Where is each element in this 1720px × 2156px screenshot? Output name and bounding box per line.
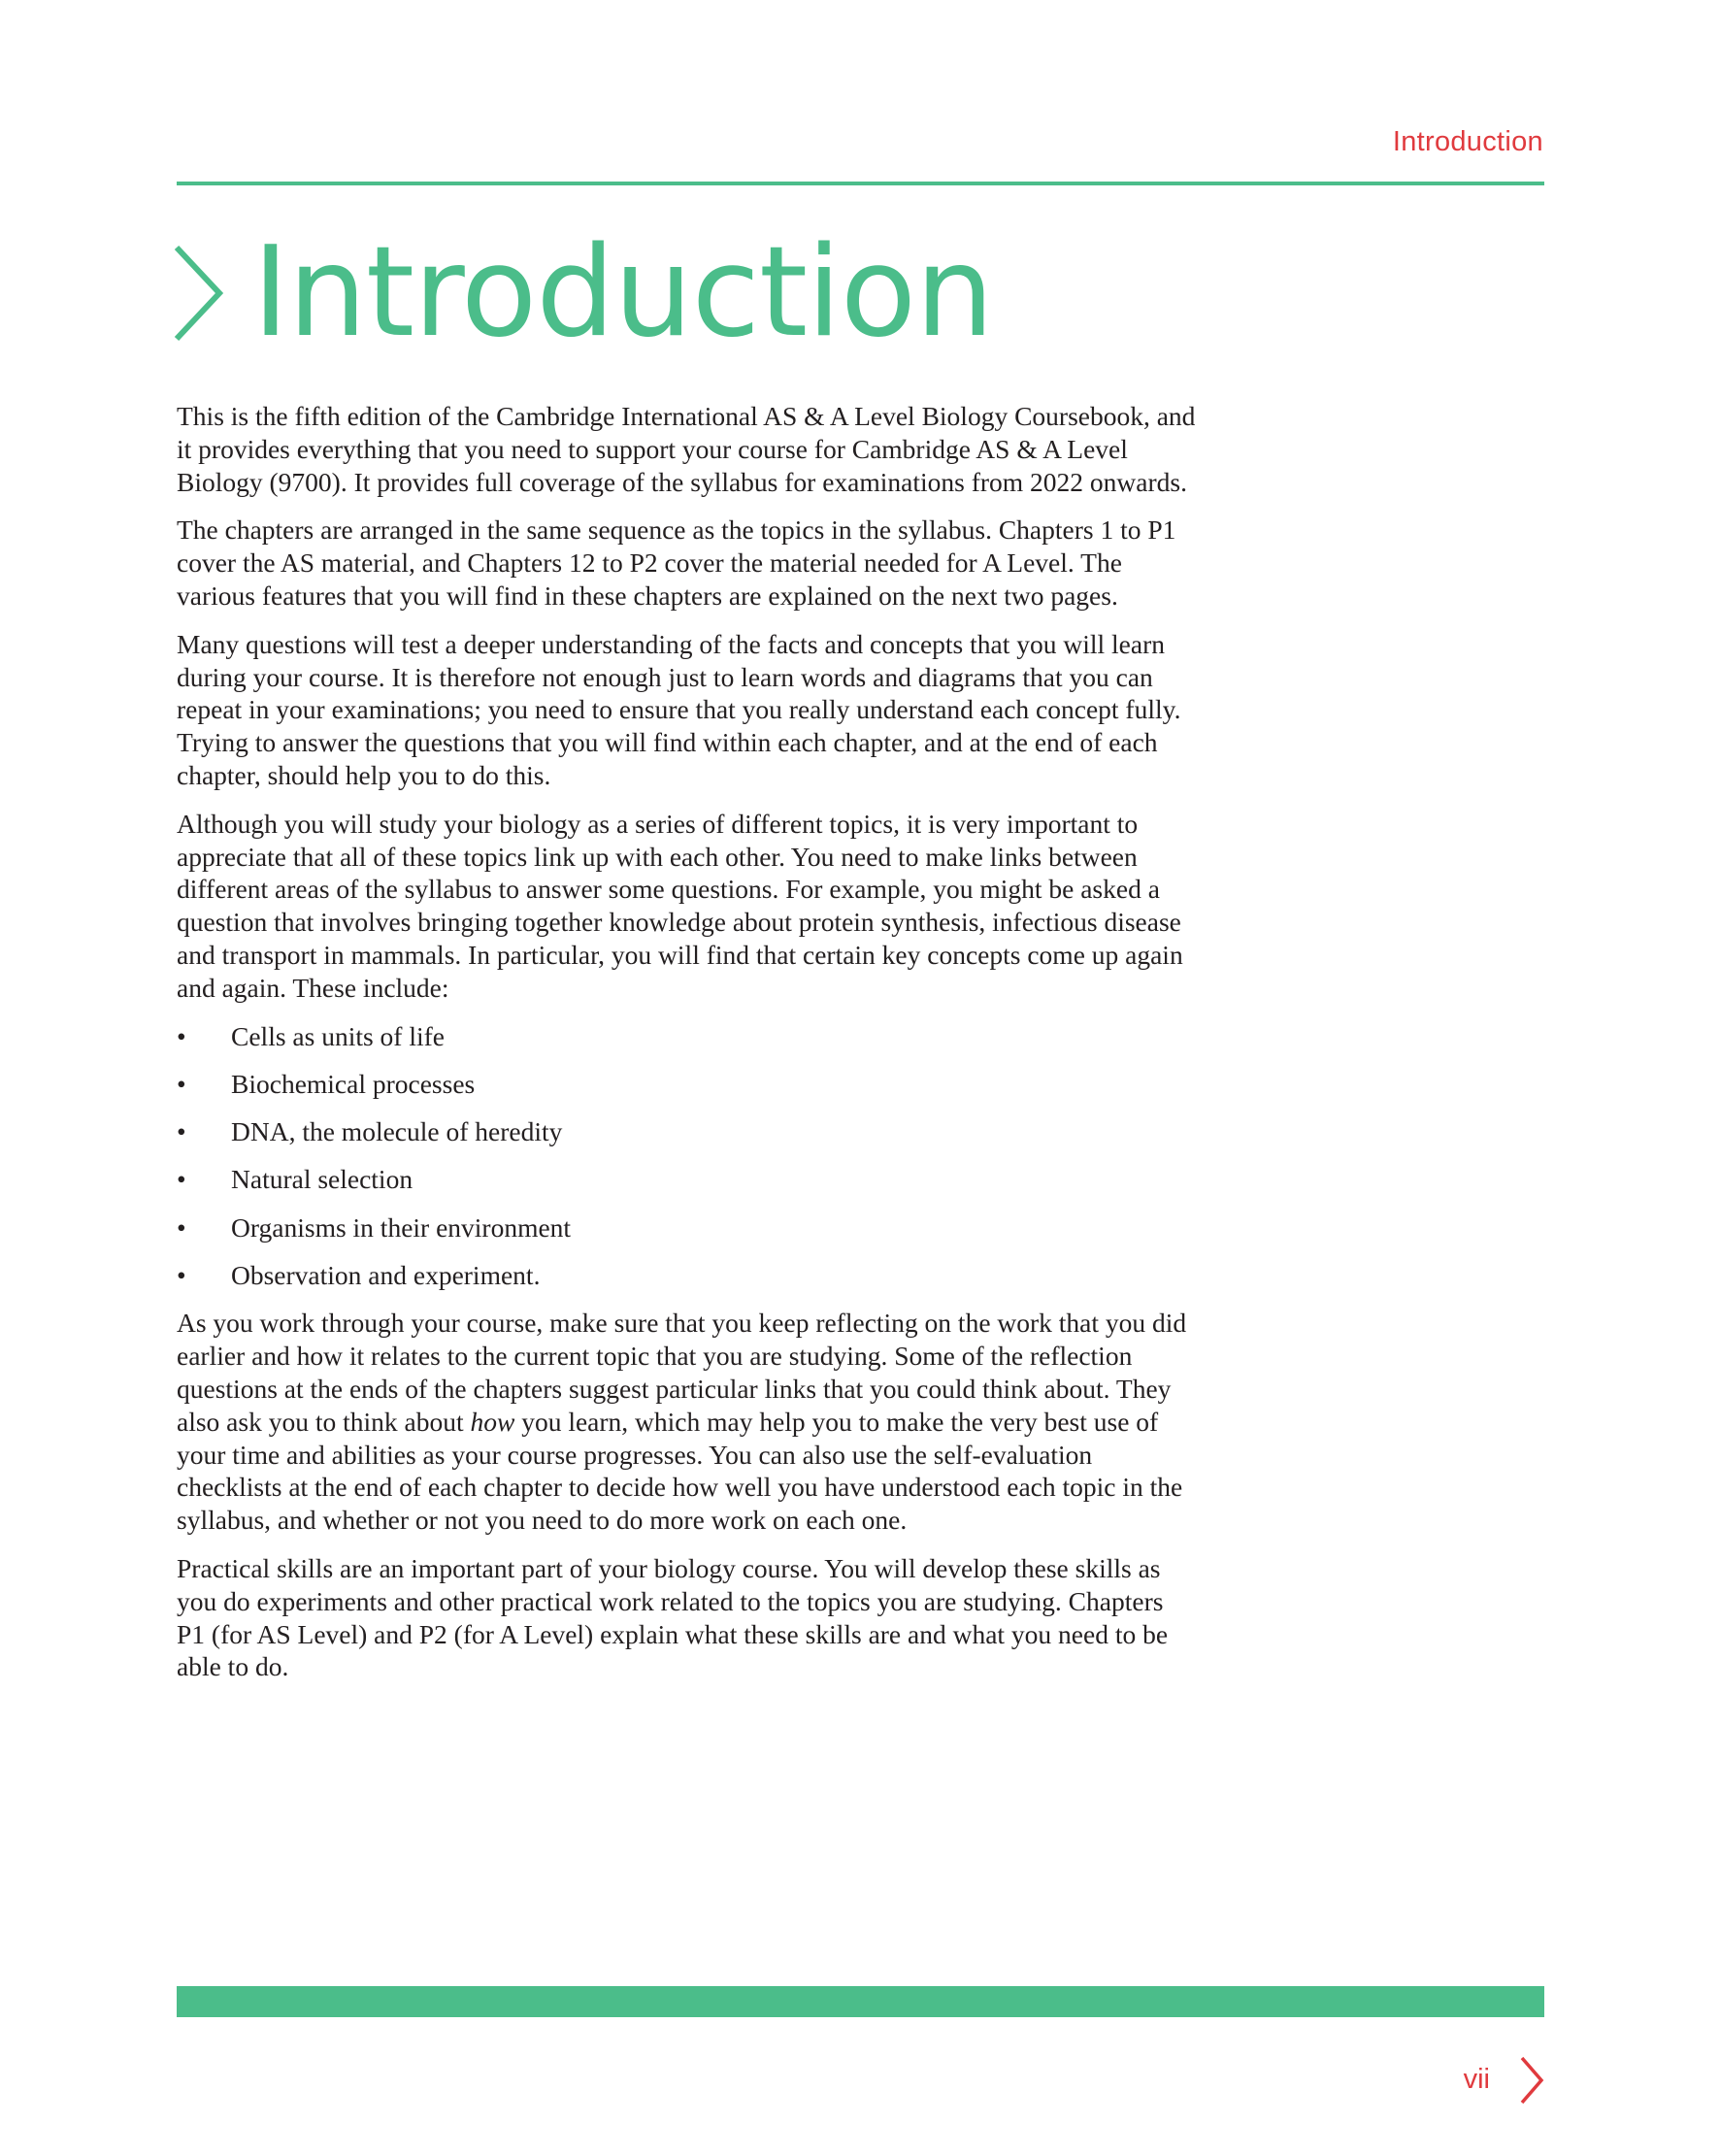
paragraph-questions: Many questions will test a deeper understanding of the facts and concepts that you will learn during your course. It is therefore not enough just to learn words and diagrams that you can repeat in your examinations; you need to ensure that you really understand each concept fully. Trying to answer the questions that you will find within each chapter, and at the end of each chapter, should help you to do this. <box>177 628 1181 790</box>
list-item-text: Observation and experiment. <box>231 1260 541 1291</box>
body-text <box>177 400 1196 1699</box>
chapter-heading <box>171 220 994 365</box>
paragraph-practical: Practical skills are an important part of your biology course. You will develop these skills as you do experiments and other practical work related to the topics you are studying. Chapters P1 (for AS Level) and P2 (for A Level) explain what these skills are and what you need to be able to do. <box>177 1552 1169 1682</box>
list-item-text: Natural selection <box>231 1164 413 1195</box>
list-item-text: DNA, the molecule of heredity <box>231 1116 563 1147</box>
paragraph-reflection <box>177 1307 1196 1537</box>
list-item <box>177 1068 1196 1101</box>
next-page-chevron-icon[interactable] <box>1518 2055 1545 2106</box>
paragraph-chapters: The chapters are arranged in the same sequence as the topics in the syllabus. Chapters 1 to P1 cover the AS material, and Chapters 12 to P2 cover the material needed for A Level. The various features that you will find in these chapters are explained on the next two pages. <box>177 514 1176 611</box>
bullet-icon: • <box>177 1020 186 1051</box>
list-item-text: Biochemical processes <box>231 1068 476 1099</box>
list-item <box>177 1020 1196 1053</box>
running-header-title: Introduction <box>1392 126 1543 157</box>
bullet-icon: • <box>177 1211 186 1243</box>
list-item <box>177 1163 1196 1196</box>
paragraph-intro: This is the fifth edition of the Cambridge International AS & A Level Biology Coursebook, and it provides everything that you need to support your course for Cambridge AS & A Level Biology (9700). It provides full coverage of the syllabus for examinations from 2022 onwards. <box>177 401 1196 497</box>
list-item-text: Cells as units of life <box>231 1020 445 1051</box>
list-item-text: Organisms in their environment <box>231 1211 572 1243</box>
list-item <box>177 1211 1196 1244</box>
bullet-icon: • <box>177 1116 186 1147</box>
bullet-icon: • <box>177 1164 186 1195</box>
list-item <box>177 1115 1196 1148</box>
reflection-text-start: As you work through your course, make sure that you keep reflecting on the work that you did earlier and how it relates to the current topic that you are studying. Some of the reflection questions at the ends of the chapters suggest particular links that you could think about. They also ask you to think about <box>177 1308 1187 1437</box>
header-rule <box>177 182 1544 185</box>
bullet-icon: • <box>177 1260 186 1291</box>
footer-bar <box>177 1986 1544 2017</box>
list-item <box>177 1259 1196 1292</box>
key-concepts-list <box>177 1020 1196 1292</box>
chapter-title: Introduction <box>252 220 994 365</box>
paragraph-topics: Although you will study your biology as a series of different topics, it is very important to appreciate that all of these topics link up with each other. You need to make links between different areas of the syllabus to answer some questions. For example, you might be asked a question that involves bringing together knowledge about protein synthesis, infectious disease and transport in mammals. In particular, you will find that certain key concepts come up again and again. These include: <box>177 808 1183 1003</box>
emphasis-how: how <box>470 1406 515 1437</box>
bullet-icon: • <box>177 1068 186 1099</box>
page-number: vii <box>1463 2064 1490 2095</box>
chevron-right-icon <box>171 244 225 343</box>
reflection-text-end: you learn, which may help you to make the very best use of your time and abilities as your course progresses. You can also use the self-evaluation checklists at the end of each chapter to decide how well you have understood each topic in the syllabus, and whether or not you need to do more work on each one. <box>177 1406 1183 1536</box>
